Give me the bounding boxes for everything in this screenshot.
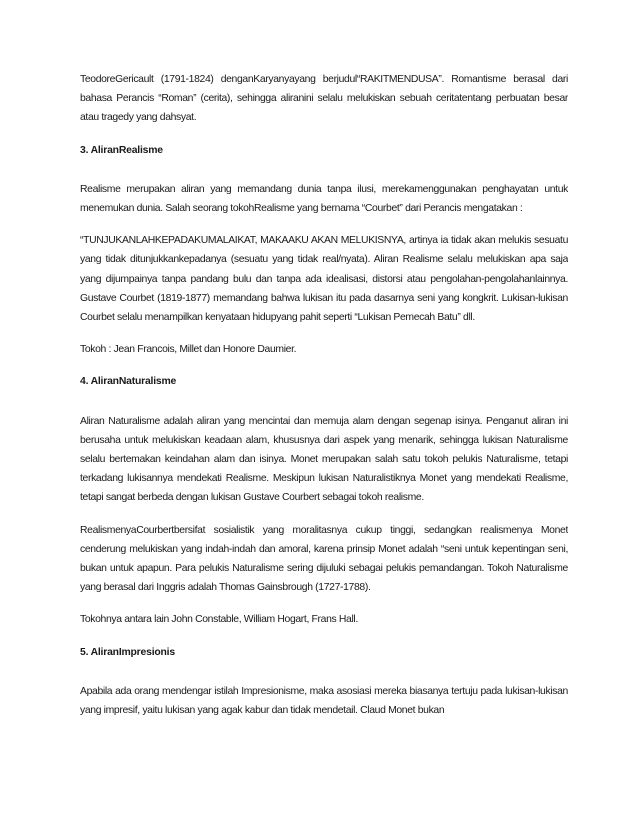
paragraph-realisme-quote: “TUNJUKANLAHKEPADAKUMALAIKAT, MAKAAKU AKAN MELUKISNYA, artinya ia tidak akan melukis sesuatu yang tidak ditunjukkankepadanya (sesuatu yang tidak real/nyata). Aliran Realisme selalu melukiskan apa saja yang dijumpainya tanpa pandang bulu dan tanpa ada idealisasi, distorsi atau pengolahan-pengolahanlainnya. Gustave Courbet (1819-1877) memandang bahwa lukisan itu pada dasarnya seni yang kongkrit. Lukisan-lukisan Courbet selalu menampilkan kenyataan hidupyang pahit seperti “Lukisan Pemecah Batu” dll. bbox=[80, 235, 568, 324]
paragraph-naturalisme-tokoh: Tokohnya antara lain John Constable, William Hogart, Frans Hall. bbox=[80, 614, 358, 626]
heading-naturalisme: 4. AliranNaturalisme bbox=[80, 376, 177, 388]
paragraph-romantisme-end: TeodoreGericault (1791-1824) denganKaryanyayang berjudul“RAKITMENDUSA”. Romantisme berasal dari bahasa Perancis “Roman” (cerita), sehingga aliranini selalu melukiskan sebuah ceritatentang perbuatan besar atau tragedy yang dahsyat. bbox=[80, 74, 568, 124]
paragraph-naturalisme-intro: Aliran Naturalisme adalah aliran yang mencintai dan memuja alam dengan segenap isinya. Penganut aliran ini berusaha untuk melukiskan keadaan alam, khususnya dari aspek yang menarik, sehingga lukisan Naturalisme selalu bertemakan keindahan alam dan isinya. Monet merupakan salah satu tokoh pelukis Naturalisme, tetapi terkadang lukisannya mendekati Realisme. Meskipun lukisan Naturalistiknya Monet yang mendekati Realisme, tetapi sangat berbeda dengan lukisan Gustave Courbert sebagai tokoh realisme. bbox=[80, 415, 568, 504]
heading-impresionis: 5. AliranImpresionis bbox=[80, 646, 175, 658]
document-page bbox=[80, 70, 568, 810]
paragraph-impresionis-intro: Apabila ada orang mendengar istilah Impresionisme, maka asosiasi mereka biasanya tertuju pada lukisan-lukisan yang impresif, yaitu lukisan yang agak kabur dan tidak mendetail. Claud Monet bukan bbox=[80, 685, 568, 717]
heading-realisme: 3. AliranRealisme bbox=[80, 144, 163, 156]
paragraph-realisme-tokoh: Tokoh : Jean Francois, Millet dan Honore Daumier. bbox=[80, 344, 297, 356]
paragraph-realisme-intro: Realisme merupakan aliran yang memandang dunia tanpa ilusi, merekamenggunakan penghayatan untuk menemukan dunia. Salah seorang tokohRealisme yang bernama “Courbet” dari Perancis mengatakan : bbox=[80, 183, 568, 215]
paragraph-naturalisme-compare: RealismenyaCourbertbersifat sosialistik yang moralitasnya cukup tinggi, sedangkan realismenya Monet cenderung melukiskan yang indah-indah dan amoral, karena prinsip Monet adalah “seni untuk kepentingan seni, bukan untuk apapun. Para pelukis Naturalisme sering dijuluki sebagai pelukis pemandangan. Tokoh Naturalisme yang berasal dari Inggris adalah Thomas Gainsbrough (1727-1788). bbox=[80, 524, 568, 594]
